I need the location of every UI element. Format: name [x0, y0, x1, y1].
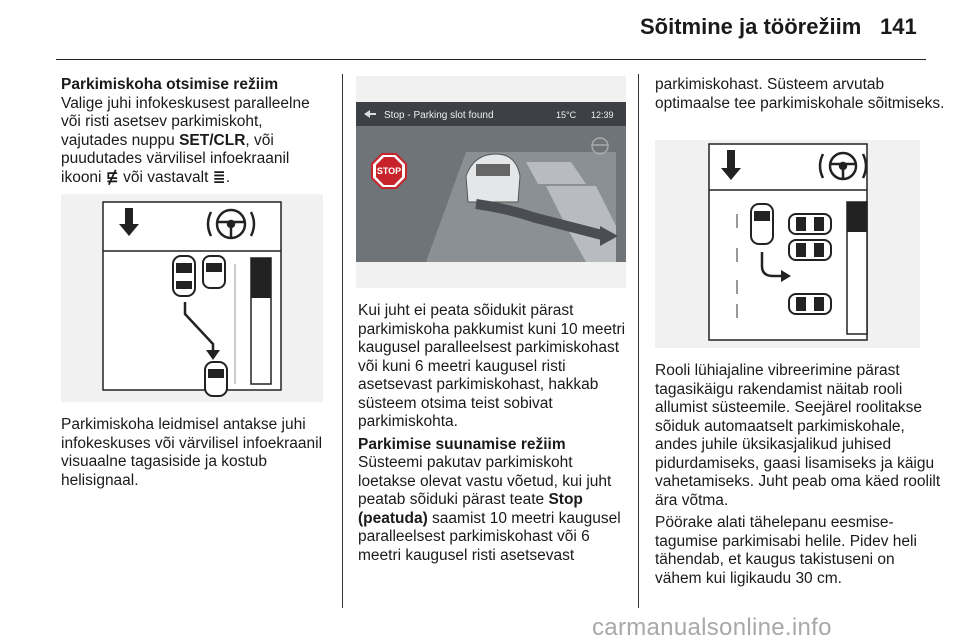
screen-title: Stop - Parking slot found [384, 110, 494, 121]
paragraph-slot-found: Parkimiskoha leidmisel antakse juhi infokeskuses või värvilisel infoekraanil visuaalne tagasiside ja kostub helisignaal. [61, 416, 323, 489]
parked-car-icon [789, 240, 831, 260]
column-3-lower [655, 362, 945, 588]
parked-car-icon [203, 256, 225, 288]
guidance-mode-diagram [655, 140, 920, 348]
own-car-icon [751, 204, 773, 244]
cross-slot-icon: ≣ [212, 168, 226, 186]
figure-info-display [356, 76, 626, 288]
column-1-lower [61, 416, 333, 490]
column-1 [61, 76, 333, 187]
message-stop: Stop (peatuda) [358, 491, 583, 527]
screen-time: 12:39 [591, 110, 614, 120]
info-display-screen [356, 76, 626, 288]
button-name-set-clr: SET/CLR [179, 131, 246, 149]
column-divider-2 [638, 74, 639, 608]
section-heading-search-mode: Parkimiskoha otsimise režiim [61, 76, 279, 93]
svg-text:STOP: STOP [376, 166, 402, 176]
figure-guidance-mode-display [655, 140, 920, 348]
parallel-slot-icon: ⋢ [105, 168, 119, 186]
search-mode-diagram [61, 194, 323, 402]
paragraph-system-calculates: parkimiskohast. Süsteem arvutab optimaalse tee parkimiskohale sõitmiseks. [655, 76, 945, 112]
section-heading-guidance-mode: Parkimise suunamise režiim [358, 435, 566, 453]
parked-car-icon [173, 256, 195, 296]
column-2 [358, 302, 630, 565]
parked-car-icon [789, 214, 831, 234]
paragraph-steering-vibration: Rooli lühiajaline vibreerimine pärast tagasikäigu rakendamist näitab rooli allumist süsteemile. Seejärel roolitakse sõiduk automaatselt parkimiskohale, andes juhile üksikasjalikud juhised pidurdamiseks, gaasi lisamiseks ja käigu vahetamiseks. Juht peab oma käed roolilt ära võtma. [655, 362, 941, 509]
own-car-icon [205, 362, 227, 396]
paragraph-parking-aid-sound: Pöörake alati tähelepanu eesmise-tagumise parkimisabi helile. Pidev heli tähendab, et kaugus takistuseni on vähem kui ligikaudu 30 cm. [655, 514, 917, 587]
column-divider-1 [342, 74, 343, 608]
paragraph-no-stop: Kui juht ei peata sõidukit pärast parkimiskoha pakkumist kuni 10 meetri kaugusel paralleelsest parkimiskohast või kuni 6 meetri kaugusel risti asetsevast parkimiskohast, hakkab süsteem otsima teist sobivat parkimiskohta. [358, 302, 626, 430]
paragraph-guidance-mode: Süsteemi pakutav parkimiskoht loetakse olevat vastu võetud, kui juht peatab sõiduki pärast teate Stop (peatuda) saamist 10 meetri kaugusel paralleelsest parkimiskohast või 6 meetri kaugusel risti asetsevast [358, 454, 621, 564]
page-title: Sõitmine ja töörežiim [640, 14, 862, 39]
screen-temperature: 15°C [556, 110, 577, 120]
stop-sign-icon [372, 154, 406, 188]
parked-car-icon [789, 294, 831, 314]
figure-search-mode-display [61, 194, 323, 402]
paragraph-search-mode: Valige juhi infokeskusest paralleelne või risti asetsev parkimiskoht, vajutades nuppu SET/CLR, või puudutades värvilisel infoekraanil ikooni ⋢ või vastavalt ≣. [61, 94, 310, 186]
page-number: 141 [880, 14, 917, 39]
column-3 [655, 76, 945, 113]
watermark: carmanualsonline.info [592, 614, 832, 641]
header-rule [56, 59, 926, 60]
